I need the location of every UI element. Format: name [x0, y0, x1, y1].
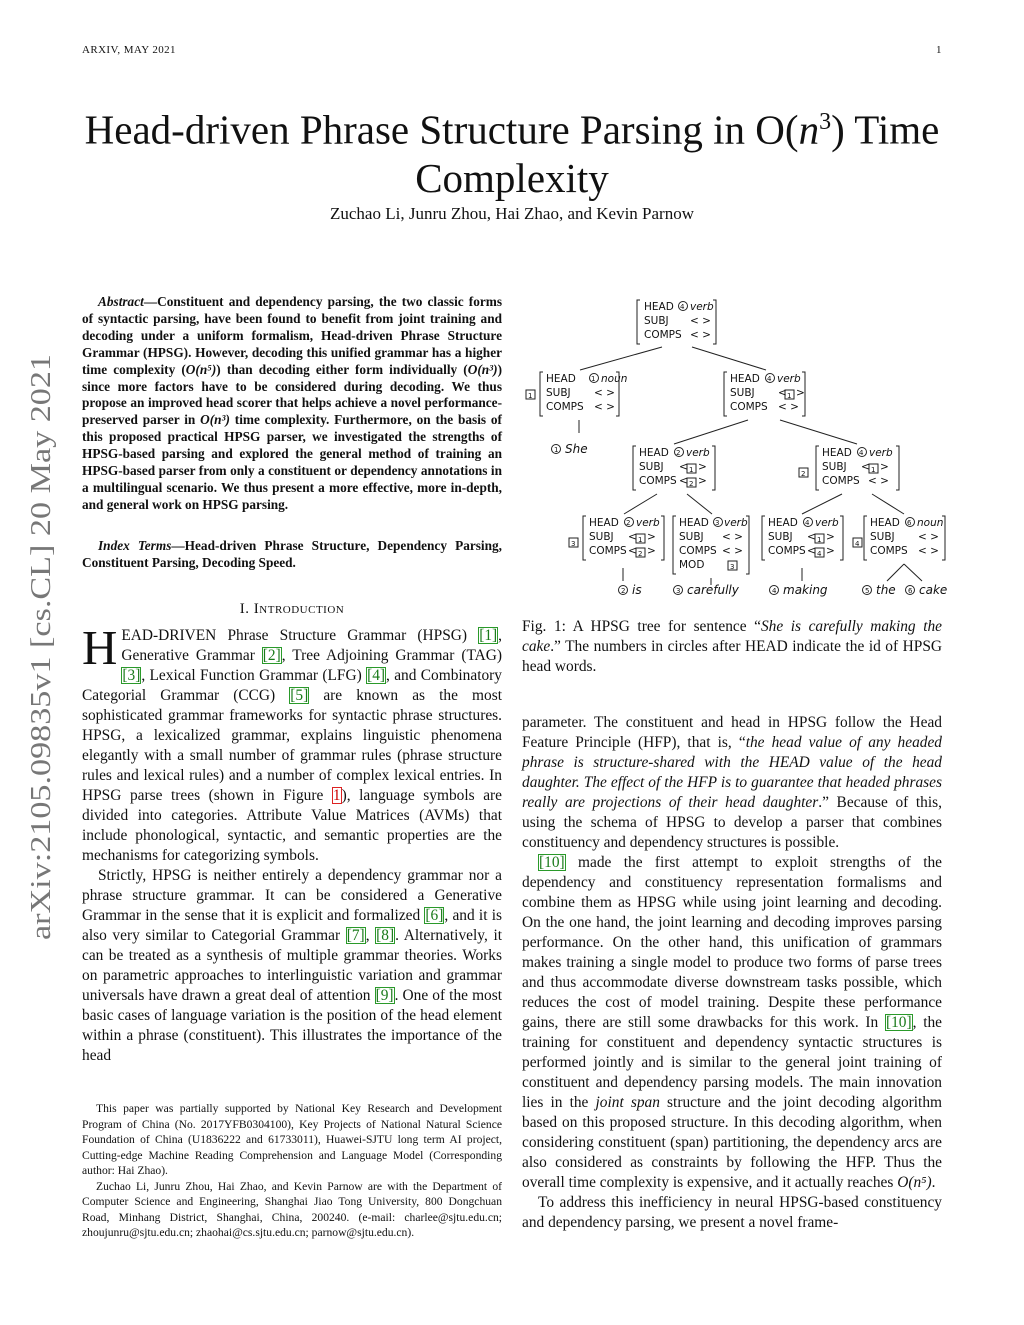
citation-link[interactable]: [2] [262, 647, 281, 664]
avm-label: SUBJ [822, 461, 847, 473]
text: , the training for constituent and dependency syntactic structures is performed jointly and is similar to the general joint training of constituent and dependency parsing models. The main innovation lies in the [522, 1014, 942, 1111]
avm-label: HEAD [679, 517, 709, 529]
avm-head-id: 1 [591, 375, 596, 383]
svg-text:>: > [826, 545, 835, 557]
avm-label: HEAD [730, 373, 760, 385]
avm-label: HEAD [546, 373, 576, 385]
text: . Alternatively, it can be treated as a synthesis of multiple grammar theories. Works on parametric approaches to interlinguistic variation and grammar universals have drawn a great deal of attention [82, 927, 502, 1004]
avm-label: HEAD [639, 447, 669, 459]
text: EAD-DRIVEN Phrase Structure Grammar (HPSG) [121, 627, 479, 644]
avm-label: SUBJ [870, 531, 895, 543]
avm-value: 4 [817, 550, 822, 558]
word: cake [919, 583, 948, 597]
abstract [82, 294, 502, 514]
text: To address this inefficiency in neural HPSG-based constituency and dependency parsing, we present a novel frame- [522, 1194, 942, 1231]
text: Strictly, HPSG is neither entirely a dependency grammar nor a phrase structure grammar. It can be considered a Generative Grammar in the sense that it is explicit and formalized [82, 867, 502, 924]
avm-tag: 2 [801, 470, 806, 478]
svg-text:<: < [679, 461, 688, 473]
avm-value: < > [778, 401, 799, 413]
avm-label: SUBJ [639, 461, 664, 473]
svg-text:>: > [880, 461, 889, 473]
avm-label: COMPS [679, 545, 717, 557]
arxiv-stamp [10, 350, 62, 940]
footnote: This paper was partially supported by National Key Research and Development Program of China (No. 2017YFB0304100), Key Projects of National Natural Science Foundation of China (U1836222 and 61733011), Huawei-SJTU long term AI project, Cutting-edge Machine Reading Comprehension and Language Model (Corresponding author: Hai Zhao). [82, 1102, 502, 1177]
text: .” The numbers in circles after HEAD indicate the id of HPSG head words. [522, 638, 942, 675]
word-id: 2 [621, 587, 626, 595]
authors: Zuchao Li, Junru Zhou, Hai Zhao, and Kevin Parnow [330, 204, 694, 223]
text: joint span [595, 1094, 660, 1111]
footnotes [82, 1101, 502, 1241]
abstract-text: —Constituent and dependency parsing, the two classic forms of syntactic parsing, have been found to benefit from joint training and decoding under a uniform formalism, Head-driven Phrase Structure Grammar (HPSG). However, decoding this unified grammar has a higher time complexity ( [82, 294, 502, 377]
text: made the first attempt to exploit strengths of the dependency and constituency representation formalisms and combine them as HPSG while using joint learning and decoding. On the one hand, the joint learning and decoding improves parsing performance. On the other hand, this unification of grammars makes training a single model to produce two forms of parse trees and thus accommodate diverse downstream tasks possible, which reduces the cost of model training. Despite these performance gains, there are still some drawbacks for this work. In [522, 854, 942, 1031]
text: . [931, 1174, 936, 1191]
citation-link[interactable]: [1] [479, 627, 498, 644]
text: , Lexical Function Grammar (LFG) [141, 667, 367, 684]
text: , Generative Grammar [121, 627, 502, 664]
avm-label: SUBJ [730, 387, 755, 399]
avm-label: SUBJ [644, 315, 669, 327]
avm-category: verb [636, 517, 660, 529]
svg-text:<: < [861, 461, 870, 473]
citation-link[interactable]: [5] [290, 687, 309, 704]
text: ), language symbols are divided into categories. Attribute Value Matrices (AVMs) that include phonological, syntactic, and semantic properties are the mechanisms for categorizing symbols. [82, 787, 502, 864]
avm-label: HEAD [589, 517, 619, 529]
avm-head-id: 4 [805, 519, 810, 527]
title-part: ) Time [831, 106, 940, 153]
svg-text:<: < [807, 545, 816, 557]
avm-label: HEAD [768, 517, 798, 529]
avm-category: verb [690, 301, 714, 313]
avm-value: 1 [638, 536, 643, 544]
avm-label: COMPS [546, 401, 584, 413]
avm-label: COMPS [589, 545, 627, 557]
svg-text:<: < [679, 475, 688, 487]
svg-text:>: > [826, 531, 835, 543]
text: are known as the most sophisticated grammar frameworks for syntactic phrase structures. HPSG, a lexicalized grammar, explains linguistic phenomena elegantly with a small number of grammar rules (phrase structure rules and lexical rules) and a number of complex lexical entries. In HPSG parse trees (shown in Figure [82, 687, 502, 804]
figure-caption [522, 617, 942, 677]
index-terms [82, 538, 502, 572]
svg-text:>: > [698, 461, 707, 473]
avm-value: < > [722, 545, 743, 557]
word: carefully [687, 583, 739, 597]
running-header: ARXIV, MAY 2021 [82, 44, 176, 56]
abstract-text: time complexity. Furthermore, on the basis of this proposed practical HPSG parser, we investigated the strengths of HPSG-based parsing and explored the general method of training an HPSG-based parser from only a constituent or dependency annotations in a multilingual scenario. We thus present a more effective, more in-depth, and general work on HPSG parsing. [82, 412, 502, 512]
avm-value: 1 [817, 536, 822, 544]
avm-label: SUBJ [679, 531, 704, 543]
avm-head-id: 6 [907, 519, 912, 527]
paper-title [60, 98, 964, 202]
svg-text:<: < [807, 531, 816, 543]
text: She is carefully making the cake [522, 618, 942, 655]
section-number: I. [239, 601, 254, 617]
avm-category: verb [815, 517, 839, 529]
abstract-label: Abstract [98, 294, 144, 309]
avm-head-id: 4 [859, 449, 864, 457]
avm-value: 2 [689, 480, 694, 488]
title-math: n [798, 106, 820, 153]
svg-text:>: > [647, 531, 656, 543]
text: Fig. 1: A HPSG tree for sentence “ [522, 618, 761, 635]
avm-label: HEAD [870, 517, 900, 529]
avm-tag: 1 [528, 392, 533, 400]
word-id: 3 [676, 587, 681, 595]
text: structure and the joint decoding algorithm based on this proposed structure. In this decoding algorithm, when considering constituent (span) partitioning, the dependency arcs are also considered as constraints by following the HFP. Thus the overall time complexity is expensive, and it actually reaches [522, 1094, 942, 1191]
text: .” Because of this, using the schema of HPSG to develop a parser that combines constituency and dependency structures is possible. [522, 794, 942, 851]
avm-label: MOD [679, 559, 705, 571]
citation-link[interactable]: [8] [376, 927, 395, 944]
avm-value: < > [868, 475, 889, 487]
avm-category: verb [686, 447, 710, 459]
avm-category: noun [917, 517, 944, 529]
svg-text:<: < [628, 545, 637, 557]
footnote: Zuchao Li, Junru Zhou, Hai Zhao, and Kevin Parnow are with the Department of Computer Science and Engineering, Shanghai Jiao Tong University, 800 Dongchuan Road, Minhang District, Shanghai, China, 200240. (e-mail: charlee@sjtu.edu.cn; zhoujunru@sjtu.edu.cn; zhaohai@cs.sjtu.edu.cn; parnow@sjtu.edu.cn). [82, 1179, 502, 1239]
abstract-text: ) since more factors have to be considered during decoding. We thus propose an improved head scorer that helps achieve a novel performance-preserved parser in [82, 361, 502, 428]
citation-link[interactable]: [4] [367, 667, 386, 684]
avm-label: HEAD [644, 301, 674, 313]
svg-text:<: < [628, 531, 637, 543]
avm-category: verb [869, 447, 893, 459]
word: the [876, 583, 896, 597]
right-column-text [522, 713, 942, 1233]
avm-head-id: 2 [626, 519, 631, 527]
citation-link[interactable]: [3] [122, 667, 141, 684]
citation-link[interactable]: [10] [885, 1014, 912, 1031]
avm-tag: 4 [855, 540, 860, 548]
index-terms-text: —Head-driven Phrase Structure, Dependency Parsing, Constituent Parsing, Decoding Speed. [82, 538, 502, 570]
math: O(n³) [200, 412, 230, 428]
avm-category: verb [724, 517, 748, 529]
svg-text:>: > [698, 475, 707, 487]
arxiv-stamp-text: arXiv:2105.09835v1 [cs.CL] 20 May 2021 [25, 442, 57, 940]
citation-link[interactable]: [9] [375, 987, 394, 1004]
intro-text [82, 620, 502, 1066]
citation-link[interactable]: [7] [346, 927, 365, 944]
avm-label: COMPS [730, 401, 768, 413]
title-part: Head-driven Phrase Structure Parsing in O( [84, 106, 799, 153]
text: , Tree Adjoining Grammar (TAG) [281, 647, 502, 664]
text: , [365, 927, 376, 944]
abstract-text: ) than decoding either form individually ( [216, 361, 468, 377]
page-number: 1 [936, 44, 942, 56]
avm-label: SUBJ [768, 531, 793, 543]
word: She [565, 442, 588, 456]
text: , and it is also very similar to Categorial Grammar [82, 907, 502, 944]
avm-tag: 3 [571, 540, 576, 548]
avm-value: 2 [638, 550, 643, 558]
hpsg-tree-figure [512, 290, 952, 605]
avm-label: COMPS [870, 545, 908, 557]
avm-head-id: 4 [680, 303, 685, 311]
avm-label: COMPS [768, 545, 806, 557]
word-id: 6 [908, 587, 913, 595]
svg-text:<: < [778, 387, 787, 399]
text: parameter. The constituent and head in HPSG follow the Head Feature Principle (HFP), that is, “ [522, 714, 942, 751]
avm-value: < > [690, 315, 711, 327]
avm-value: < > [918, 545, 939, 557]
citation-link[interactable]: [10] [539, 854, 565, 871]
text: , and Combinatory Categorial Grammar (CCG) [82, 667, 502, 704]
word-id: 5 [865, 587, 870, 595]
avm-label: HEAD [822, 447, 852, 459]
avm-value: < > [722, 531, 743, 543]
avm-value: < > [594, 401, 615, 413]
svg-text:>: > [647, 545, 656, 557]
drop-cap: H [82, 620, 118, 675]
avm-label: SUBJ [589, 531, 614, 543]
math: O(n⁵) [897, 1174, 932, 1191]
word-id: 4 [772, 587, 777, 595]
math: O(n⁵) [185, 361, 217, 377]
avm-value: < > [594, 387, 615, 399]
avm-value: 3 [730, 563, 735, 571]
avm-head-id: 3 [715, 519, 720, 527]
avm-label: COMPS [822, 475, 860, 487]
avm-category: verb [777, 373, 801, 385]
title-exponent: 3 [819, 109, 832, 135]
section-title: Introduction [253, 601, 345, 617]
avm-value: < > [918, 531, 939, 543]
avm-head-id: 4 [767, 375, 772, 383]
svg-text:>: > [796, 387, 805, 399]
title-line2: Complexity [415, 154, 609, 201]
avm-category: noun [601, 373, 628, 385]
text: the head value of any headed phrase is structure-shared with the HEAD value of the head daughter. The effect of the HFP is to guarantee that headed phrases really are projections of their head daughter [522, 734, 942, 811]
word: making [783, 583, 828, 597]
index-terms-label: Index Terms [98, 538, 172, 553]
text: . One of the most basic cases of language variation is the position of the head element within a phrase (constituent). This illustrates the importance of the head [82, 987, 502, 1064]
avm-label: COMPS [639, 475, 677, 487]
avm-value: 1 [871, 466, 876, 474]
word-id: 1 [554, 446, 559, 454]
section-heading [82, 601, 502, 618]
citation-link[interactable]: [6] [425, 907, 444, 924]
word: is [632, 583, 642, 597]
avm-head-id: 2 [676, 449, 681, 457]
avm-value: < > [690, 329, 711, 341]
avm-value: 1 [689, 466, 694, 474]
avm-label: SUBJ [546, 387, 571, 399]
avm-value: 1 [787, 392, 792, 400]
math: O(n³) [467, 361, 498, 377]
figure-link[interactable]: 1 [332, 787, 341, 804]
avm-label: COMPS [644, 329, 682, 341]
